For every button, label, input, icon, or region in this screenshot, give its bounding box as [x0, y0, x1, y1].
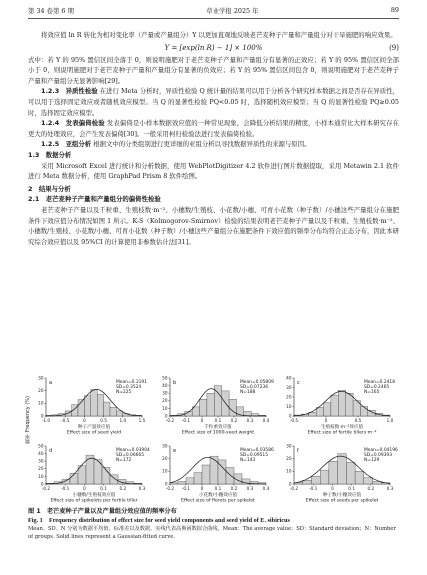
formula-explanation: 式中：若 Y 的 95% 置信区间全落于 0，则说明施肥对于老芒麦种子产量和产量组分有显著的正效应；若 Y 的 95% 置信区间全部小于 0，则说明施肥对于老芒麦种子产量和产量组分有显著的负效应；若 Y 的 95% 置信区间包含 0，则说明施肥对于老芒麦种子产量和产量组分无显著影响[29]。 [28, 55, 399, 85]
x-tick-label: 1.0 [119, 418, 127, 423]
histogram-bar [360, 407, 367, 417]
histogram-bar [346, 462, 355, 484]
y-tick-label: 0 [288, 481, 292, 487]
intro-block [28, 30, 399, 247]
formula-number: (9) [389, 43, 399, 52]
y-tick-label: 20 [286, 394, 292, 400]
section-1-2-5 [28, 139, 399, 150]
stat-sd: SD=0.2465 [364, 385, 390, 390]
stat-mean: Mean=0.04196 [364, 448, 398, 453]
histogram-bar [170, 483, 178, 484]
x-tick-label: -0.1 [61, 486, 70, 491]
histogram-bar [104, 402, 110, 416]
histogram-bar [207, 393, 214, 416]
histogram-bar [320, 470, 329, 484]
stat-mean: Mean=0.05809 [240, 380, 274, 385]
x-tick-label: -0.2 [289, 486, 299, 491]
stat-n: N=143 [240, 458, 256, 463]
section-2-1-body: 老芒麦种子产量以及千粒重、生殖枝数·m⁻²、小穗数/生殖枝、小花数/小穗、可育小花数（种子数）/小穗这些产量组分在施肥条件下效应值分布情况如图 1 所示。K-S（Kolmogorov-Smirnov）检验的结果表明老芒麦种子产量以及千粒重、生殖枝数·m⁻²、小穗数/生殖枝、小花数/小穗、可育小花数（种子数）/小穗这些产量组分在施肥条件下效应值的频率分布均符合正态分布，因此本研究综合效应值以及 95%CI 的计算使用非参数估计法[31]。 [28, 205, 399, 246]
y-tick-label: 20 [286, 456, 292, 462]
y-tick-label: 10 [38, 400, 44, 406]
section-2-heading: 2 结果与分析 [28, 184, 71, 193]
x-tick-label: 0.1 [214, 486, 222, 491]
x-tick-label: -1.0 [41, 418, 51, 423]
x-tick-label: 0.3 [246, 486, 254, 491]
y-tick-label: 0 [40, 413, 44, 419]
caption-chinese: 图 1 老芒麦种子产量以及产量组分效应值的频率分布 [28, 508, 177, 515]
histogram-panel-d [32, 442, 150, 506]
histogram-bar [324, 403, 331, 416]
histogram-panel-f [280, 442, 398, 506]
x-axis-caption-en: Effect size of florets per spikelet [181, 498, 255, 504]
histogram-bar [97, 394, 103, 416]
y-tick-label: 0 [40, 481, 44, 487]
histogram-bar [311, 476, 320, 484]
histogram-bar [70, 473, 78, 484]
y-tick-label: 50 [162, 375, 168, 381]
x-tick-label: 0.2 [230, 486, 238, 491]
section-1-2-4 [28, 118, 399, 139]
x-tick-label: 0 [200, 418, 204, 423]
histogram-svg [156, 442, 274, 506]
stat-mean: Mean=0.2418 [364, 380, 396, 385]
y-tick-label: 0 [164, 481, 168, 487]
caption-english: Fig. 1 Frequency distribution of effect size for seed yield components and seed yield of E. sibiricus [28, 517, 290, 524]
x-tick-label: 0.1 [100, 486, 107, 491]
x-tick-label: 0 [200, 486, 204, 491]
x-tick-label: 0.3 [138, 486, 146, 491]
page-number: 89 [390, 6, 399, 14]
histogram-bar [364, 478, 373, 484]
y-tick-label: 10 [286, 403, 292, 409]
y-tick-label: 30 [162, 443, 168, 449]
y-tick-label: 30 [38, 375, 44, 381]
stat-sd: SD=0.09393 [364, 453, 393, 458]
x-tick-label: 0.5 [354, 418, 362, 423]
x-axis-caption-zh: 小穗数/生殖枝效应值 [72, 493, 116, 498]
x-tick-label: 0.1 [214, 418, 222, 423]
stat-mean: Mean=0.03904 [116, 448, 150, 453]
histogram-bar [194, 473, 202, 484]
y-tick-label: 20 [38, 466, 44, 472]
figure-caption [28, 507, 399, 541]
stat-n: N=225 [116, 390, 132, 395]
x-tick-label: -0.1 [309, 486, 318, 491]
y-tick-label: 40 [162, 383, 168, 388]
histogram-bar [200, 399, 207, 416]
x-tick-label: 0.4 [262, 418, 270, 423]
stat-sd: SD=0.09515 [240, 453, 269, 458]
histogram-bar [373, 481, 382, 484]
histogram-svg [32, 442, 150, 506]
y-tick-label: 40 [286, 375, 292, 381]
section-1-3-body: 采用 Microsoft Excel 进行统计和分析数据，使用 WebPlotDigitizer 4.2 软件进行图片数据提取，采用 Metawin 2.1 软件进行 Meta 数据分析，使用 GraphPad Prism 8 软件绘图。 [28, 161, 399, 181]
x-tick-label: -0.2 [165, 486, 175, 491]
x-axis-caption-en: Effect size of 1000-seed weight [181, 430, 255, 436]
histogram-bar [226, 468, 234, 484]
panel-letter: b [173, 380, 177, 386]
histogram-bar [110, 407, 116, 416]
histogram-panel-e [156, 442, 274, 506]
x-tick-label: 0.2 [230, 418, 238, 423]
x-tick-label: 0.3 [386, 486, 394, 491]
stat-n: N=165 [364, 390, 380, 395]
stat-n: N=188 [240, 390, 256, 395]
panel-letter: d [49, 448, 53, 454]
histogram-bar [91, 389, 97, 416]
y-tick-label: 10 [286, 468, 292, 474]
y-tick-label: 20 [162, 398, 168, 404]
histogram-svg [280, 374, 394, 438]
y-tick-label: 10 [162, 405, 168, 411]
x-tick-label: 0 [324, 418, 328, 423]
y-tick-label: 10 [38, 473, 44, 479]
x-tick-label: 0.3 [246, 418, 254, 423]
x-tick-label: 1.0 [386, 418, 394, 423]
x-tick-label: 0 [83, 486, 86, 491]
page-header [28, 6, 399, 19]
histogram-bar [210, 456, 218, 484]
stat-sd: SD=0.06665 [116, 453, 145, 458]
y-tick-label: 50 [38, 443, 44, 449]
histogram-bar [186, 478, 194, 484]
formula [28, 41, 399, 55]
y-tick-label: 0 [288, 413, 292, 419]
histogram-panel-b [156, 374, 274, 438]
histogram-bar [329, 461, 338, 484]
x-tick-label: 0.1 [348, 486, 355, 491]
histogram-panel-a [32, 374, 146, 438]
x-tick-label: 0 [83, 418, 86, 423]
y-tick-label: 30 [38, 458, 44, 464]
histogram-bar [303, 480, 312, 484]
stat-n: N=172 [116, 458, 132, 463]
x-tick-label: -0.5 [289, 418, 299, 423]
y-tick-label: 10 [162, 468, 168, 474]
histogram-bar [229, 399, 236, 416]
x-axis-caption-en: Effect size of spikelets per fertile tiller [50, 498, 138, 504]
stat-n: N=129 [364, 458, 380, 463]
section-body: 在进行 Meta 分析时，异质性检验 Q 统计量的结果可以用于分析各个研究样本数据之间是否存在异质性，可以用于选择固定效应或者随机效应模型。当 Q 的显著性检验 PQ<0.05 时，选择随机效应模型；当 Q 的显著性检验 PQ≥0.05 时，选择固定效应模型。 [28, 87, 399, 117]
x-tick-label: 1.5 [138, 418, 146, 423]
y-tick-label: 20 [162, 456, 168, 462]
intro-paragraph: 将效应值 ln R 转化为相对变化率（产量或产量组分）Y 以更加直观地反映老芒麦种子产量和产量组分对干旱施肥的响应效果。 [41, 31, 397, 39]
panel-letter: f [297, 448, 299, 454]
section-heading: 1.2.4 发表偏倚检验 [41, 119, 105, 128]
figure-y-axis-label: 频率 Frequency (%) [25, 396, 31, 444]
section-body: 发表偏倚是小样本数据效应值的一种常见现象，会降低分析结果的精度，小样本通常比大样本研究存在更大的处理效应，会产生发表偏倚[30]。一般采用柯归检验法进行发表偏倚检验。 [28, 119, 399, 138]
section-2-1-heading: 2.1 老芒麦种子产量和产量组分的偏倚性检验 [28, 195, 161, 204]
stat-mean: Mean=0.03586 [240, 448, 274, 453]
x-tick-label: -0.1 [181, 486, 191, 491]
histogram-bar [110, 475, 118, 484]
x-tick-label: 0.2 [367, 486, 375, 491]
x-tick-label: -0.5 [61, 418, 70, 423]
histogram-panel-c [280, 374, 394, 438]
figure-1 [32, 374, 398, 504]
x-tick-label: -0.2 [165, 418, 175, 423]
x-axis-caption-en: Effect size of seeds per spikelet [305, 498, 379, 504]
x-axis-caption-zh: 小花数/小穗效应值 [198, 493, 238, 498]
histogram-bar [84, 396, 90, 416]
x-axis-caption-zh: 种子数/小穗效应值 [322, 493, 362, 498]
histogram-bar [331, 395, 338, 416]
histogram-svg [280, 442, 398, 506]
x-tick-label: -0.2 [41, 486, 51, 491]
x-tick-label: 0.5 [100, 418, 107, 423]
x-axis-caption-en: Effect size of fertile tillers·m⁻² [307, 430, 377, 436]
section-heading: 1.2.3 异质性检验 [41, 87, 98, 96]
section-heading: 1.2.5 亚组分析 [41, 140, 92, 149]
y-tick-label: 0 [164, 413, 168, 419]
histogram-bar [355, 471, 364, 484]
x-tick-label: 0.2 [119, 486, 127, 491]
caption-note: Mean、SD、N 分别为数据平均值、标准差以及数据。实线代表高斯函数拟合曲线。Mean：The average value；SD：Standard deviation；N：Number of groups. Solid lines represent a Gaussian-fitted curve. [28, 526, 396, 540]
histogram-bar [123, 413, 129, 416]
formula-text: Y = [exp(ln R) − 1] × 100% [164, 43, 263, 52]
y-tick-label: 40 [38, 451, 44, 456]
histogram-bar [338, 390, 345, 416]
y-tick-label: 30 [162, 390, 168, 396]
histogram-bar [338, 454, 347, 484]
x-axis-caption-zh: 生殖枝数·m⁻²效应值 [320, 425, 364, 430]
y-tick-label: 30 [286, 384, 292, 390]
histogram-bar [178, 481, 186, 484]
panel-letter: c [297, 380, 300, 386]
histogram-svg [32, 374, 146, 438]
stat-mean: Mean=0.3191 [116, 380, 148, 385]
volume-issue: 第 34 卷第 6 期 [28, 7, 74, 15]
section-body: 根据文中的分类组别进行更详细的亚组分析以寻找数据异质性的来源与原因。 [93, 140, 311, 149]
journal-name: 草业学报 2025 年 [206, 7, 259, 15]
histogram-svg [156, 374, 274, 438]
y-tick-label: 20 [38, 388, 44, 394]
x-axis-caption-zh: 千粒重效应值 [204, 425, 232, 430]
x-tick-label: 0.4 [262, 486, 270, 491]
stat-sd: SD=0.07236 [240, 385, 269, 390]
y-tick-label: 30 [286, 443, 292, 449]
panel-letter: a [49, 380, 53, 386]
histogram-bar [202, 465, 210, 484]
stat-sd: SD=0.3524 [116, 385, 142, 390]
panel-letter: e [173, 448, 177, 454]
x-tick-label: -0.1 [181, 418, 191, 423]
section-1-2-3 [28, 86, 399, 118]
section-1-3-heading: 1.3 数据分析 [28, 150, 72, 159]
x-axis-caption-en: Effect size of seed yield [66, 430, 122, 436]
x-axis-caption-zh: 种子产量效应值 [77, 425, 111, 430]
x-tick-label: 0 [331, 486, 334, 491]
